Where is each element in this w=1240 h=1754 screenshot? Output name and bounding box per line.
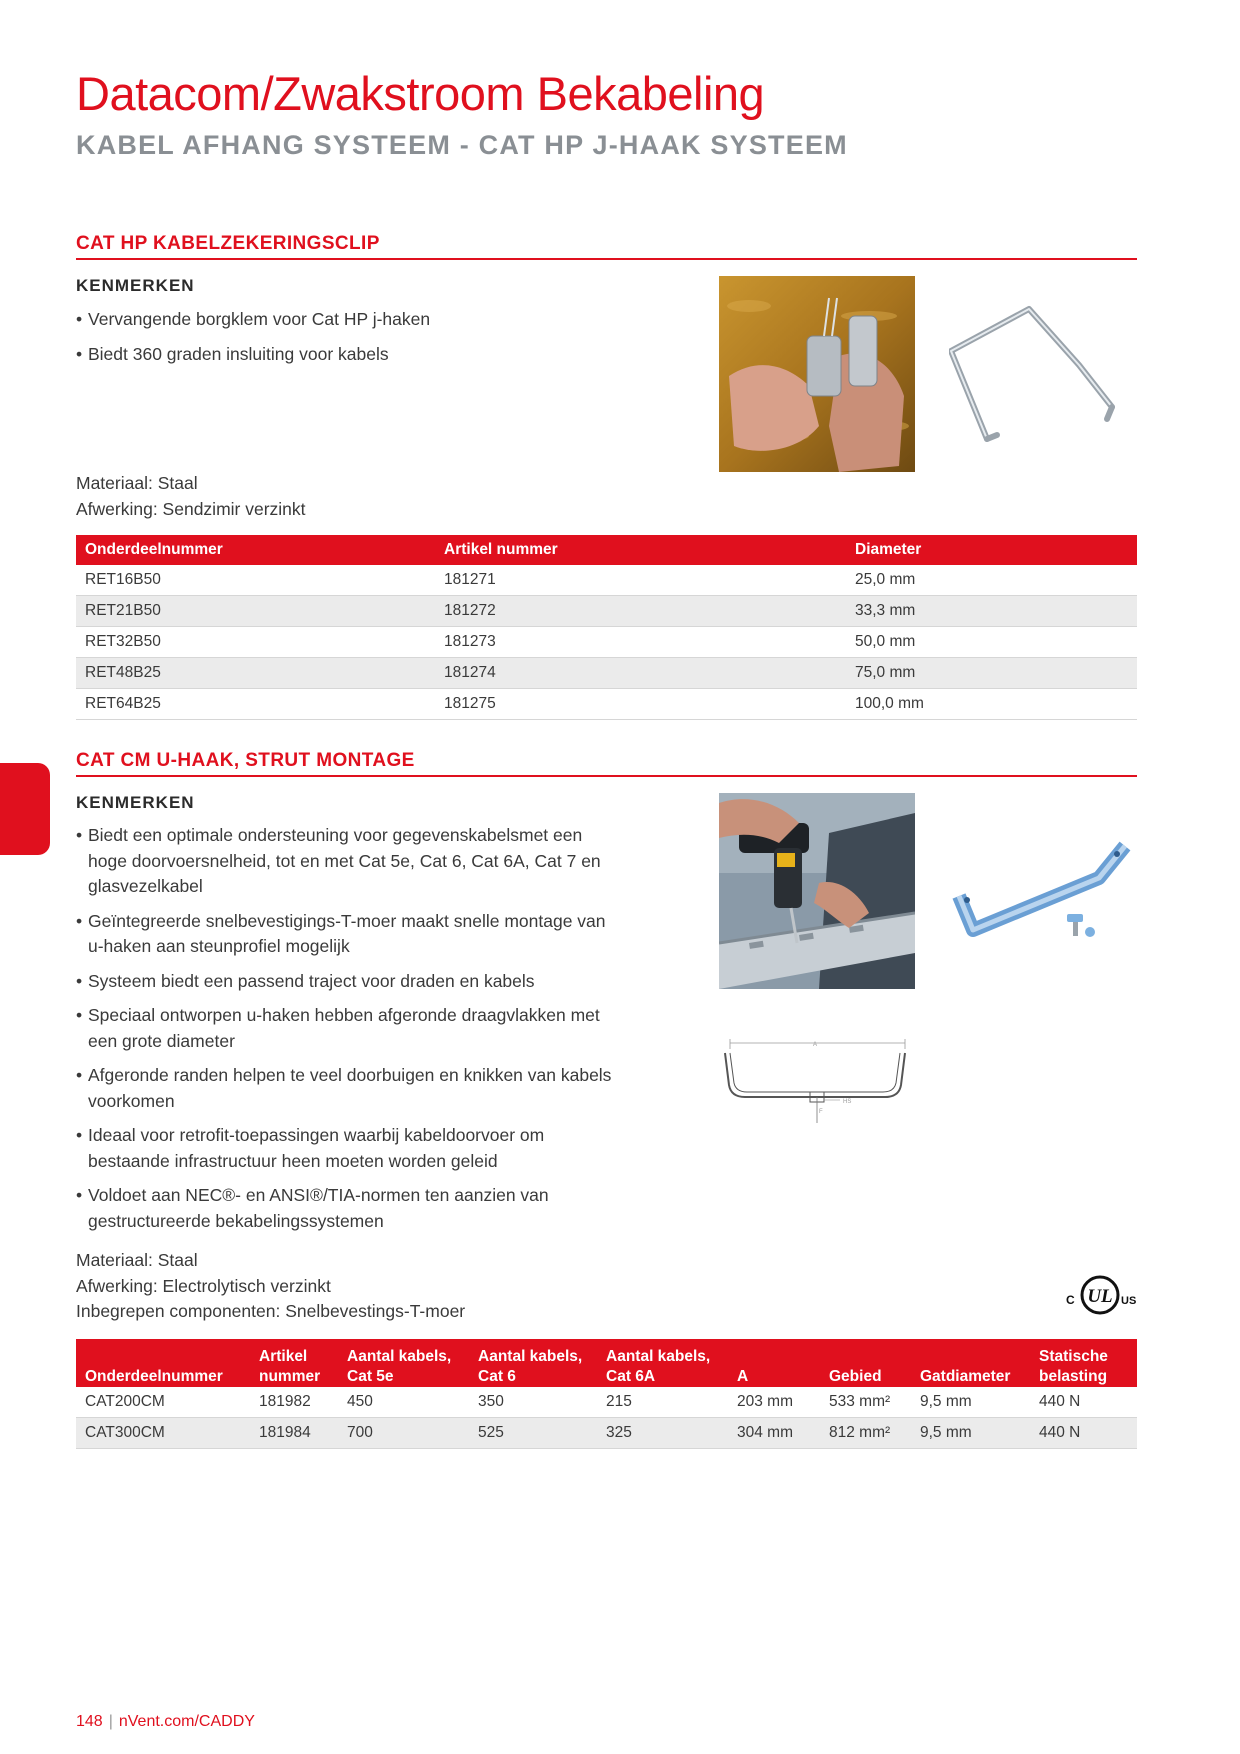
- column-header: Gebied: [820, 1339, 911, 1387]
- column-header: Diameter: [846, 535, 1137, 565]
- table-cell: RET64B25: [76, 689, 435, 720]
- table-row: [76, 596, 1137, 627]
- table-row: [76, 658, 1137, 689]
- table-cell: CAT200CM: [76, 1387, 250, 1418]
- features-heading: KENMERKEN: [76, 276, 195, 295]
- feature-item: • Ideaal voor retrofit-toepassingen waarbij kabeldoorvoer om bestaande infrastructuur heen moeten worden geleid: [76, 1125, 545, 1171]
- table-cell: CAT300CM: [76, 1418, 250, 1449]
- product-photo-installation: [719, 276, 915, 472]
- finish-text: Afwerking: Sendzimir verzinkt: [76, 498, 306, 519]
- footer-site-link[interactable]: nVent.com/CADDY: [118, 1713, 255, 1730]
- table-cell: 203 mm: [728, 1387, 820, 1418]
- table-row: [76, 1387, 1137, 1418]
- page-number: 148: [76, 1713, 103, 1730]
- table-row: [76, 1418, 1137, 1449]
- material-text: Materiaal: Staal: [76, 473, 198, 493]
- column-header: Onderdeelnummer: [76, 1339, 250, 1387]
- table-row: [76, 627, 1137, 658]
- features-list: [76, 307, 636, 376]
- dimension-label-a: A: [812, 1042, 818, 1048]
- column-header: Aantal kabels, Cat 6: [469, 1339, 597, 1387]
- cul-us-certification-logo: [1060, 1273, 1140, 1317]
- section-divider: [76, 775, 1137, 777]
- table-cell: RET16B50: [76, 565, 435, 596]
- material-text: Materiaal: Staal: [76, 1250, 198, 1270]
- table-cell: 25,0 mm: [846, 565, 1137, 596]
- table-header-row: [76, 535, 1137, 565]
- product-image-retainer-clip: [949, 303, 1119, 443]
- components-text: Inbegrepen componenten: Snelbevestings-T-moer: [76, 1301, 466, 1321]
- table-row: [76, 689, 1137, 720]
- page-footer: [76, 1713, 255, 1731]
- column-header: Statische belasting: [1030, 1339, 1137, 1387]
- section-title-u-hook: CAT CM U-HAAK, STRUT MONTAGE: [76, 750, 415, 771]
- section-title-clip: CAT HP KABELZEKERINGSCLIP: [76, 233, 380, 254]
- feature-item: • Geïntegreerde snelbevestigings-T-moer maakt snelle montage van u-haken aan steunprofiel mogelijk: [76, 910, 606, 956]
- table-cell: 9,5 mm: [911, 1387, 1030, 1418]
- column-header: Artikel nummer: [435, 535, 846, 565]
- svg-text:US: US: [1121, 1295, 1137, 1307]
- column-header: Aantal kabels, Cat 5e: [338, 1339, 469, 1387]
- feature-item: • Biedt een optimale ondersteuning voor gegevenskabelsmet een hoge doorvoersnelheid, tot en met Cat 5e, Cat 6, Cat 6A, Cat 7 en glasvezelkabel: [76, 825, 601, 896]
- table-cell: 533 mm²: [820, 1387, 911, 1418]
- features-list: [76, 823, 616, 1243]
- table-cell: 700: [338, 1418, 469, 1449]
- feature-item: • Afgeronde randen helpen te veel doorbuigen en knikken van kabels voorkomen: [76, 1065, 612, 1111]
- table-cell: 525: [469, 1418, 597, 1449]
- table-row: [76, 565, 1137, 596]
- table-cell: 33,3 mm: [846, 596, 1137, 627]
- table-cell: 440 N: [1030, 1387, 1137, 1418]
- table-cell: 181273: [435, 627, 846, 658]
- material-info: [76, 1248, 465, 1325]
- clip-spec-table: [76, 535, 1137, 720]
- column-header: Artikel nummer: [250, 1339, 338, 1387]
- table-cell: 812 mm²: [820, 1418, 911, 1449]
- svg-text:UL: UL: [1087, 1286, 1113, 1307]
- page-title: Datacom/Zwakstroom Bekabeling: [76, 67, 765, 120]
- page-subtitle: KABEL AFHANG SYSTEEM - CAT HP J-HAAK SYSTEEM: [76, 130, 848, 160]
- footer-separator: |: [108, 1713, 113, 1730]
- u-hook-spec-table: [76, 1339, 1137, 1449]
- svg-text:C: C: [1066, 1293, 1075, 1307]
- table-cell: 304 mm: [728, 1418, 820, 1449]
- table-cell: 75,0 mm: [846, 658, 1137, 689]
- table-cell: 181984: [250, 1418, 338, 1449]
- column-header: Onderdeelnummer: [76, 535, 435, 565]
- table-cell: RET21B50: [76, 596, 435, 627]
- table-cell: 181271: [435, 565, 846, 596]
- dimension-label-hs: HS: [843, 1099, 852, 1105]
- table-cell: 50,0 mm: [846, 627, 1137, 658]
- column-header: A: [728, 1339, 820, 1387]
- table-cell: 440 N: [1030, 1418, 1137, 1449]
- dimension-drawing: [715, 1015, 915, 1131]
- feature-item: • Voldoet aan NEC®- en ANSI®/TIA-normen ten aanzien van gestructureerde bekabelingssystemen: [76, 1185, 549, 1231]
- table-cell: 100,0 mm: [846, 689, 1137, 720]
- feature-item: • Speciaal ontworpen u-haken hebben afgeronde draagvlakken met een grote diameter: [76, 1005, 600, 1051]
- table-cell: 181982: [250, 1387, 338, 1418]
- table-cell: 215: [597, 1387, 728, 1418]
- table-cell: 350: [469, 1387, 597, 1418]
- dimension-label-f: F: [819, 1109, 823, 1115]
- table-cell: 9,5 mm: [911, 1418, 1030, 1449]
- product-photo-drill-installation: [719, 793, 915, 989]
- table-cell: RET48B25: [76, 658, 435, 689]
- table-cell: 325: [597, 1418, 728, 1449]
- features-heading: KENMERKEN: [76, 793, 195, 812]
- column-header: Gatdiameter: [911, 1339, 1030, 1387]
- section-divider: [76, 258, 1137, 260]
- finish-text: Afwerking: Electrolytisch verzinkt: [76, 1275, 331, 1296]
- feature-item: • Biedt 360 graden insluiting voor kabels: [76, 343, 389, 364]
- table-cell: RET32B50: [76, 627, 435, 658]
- table-cell: 450: [338, 1387, 469, 1418]
- chapter-tab-marker: [0, 763, 50, 855]
- feature-item: • Systeem biedt een passend traject voor draden en kabels: [76, 970, 535, 991]
- material-info: [76, 471, 306, 522]
- column-header: Aantal kabels, Cat 6A: [597, 1339, 728, 1387]
- table-cell: 181272: [435, 596, 846, 627]
- table-cell: 181275: [435, 689, 846, 720]
- feature-item: • Vervangende borgklem voor Cat HP j-haken: [76, 309, 431, 329]
- table-cell: 181274: [435, 658, 846, 689]
- product-image-u-hook: [949, 838, 1139, 946]
- table-header-row: [76, 1339, 1137, 1387]
